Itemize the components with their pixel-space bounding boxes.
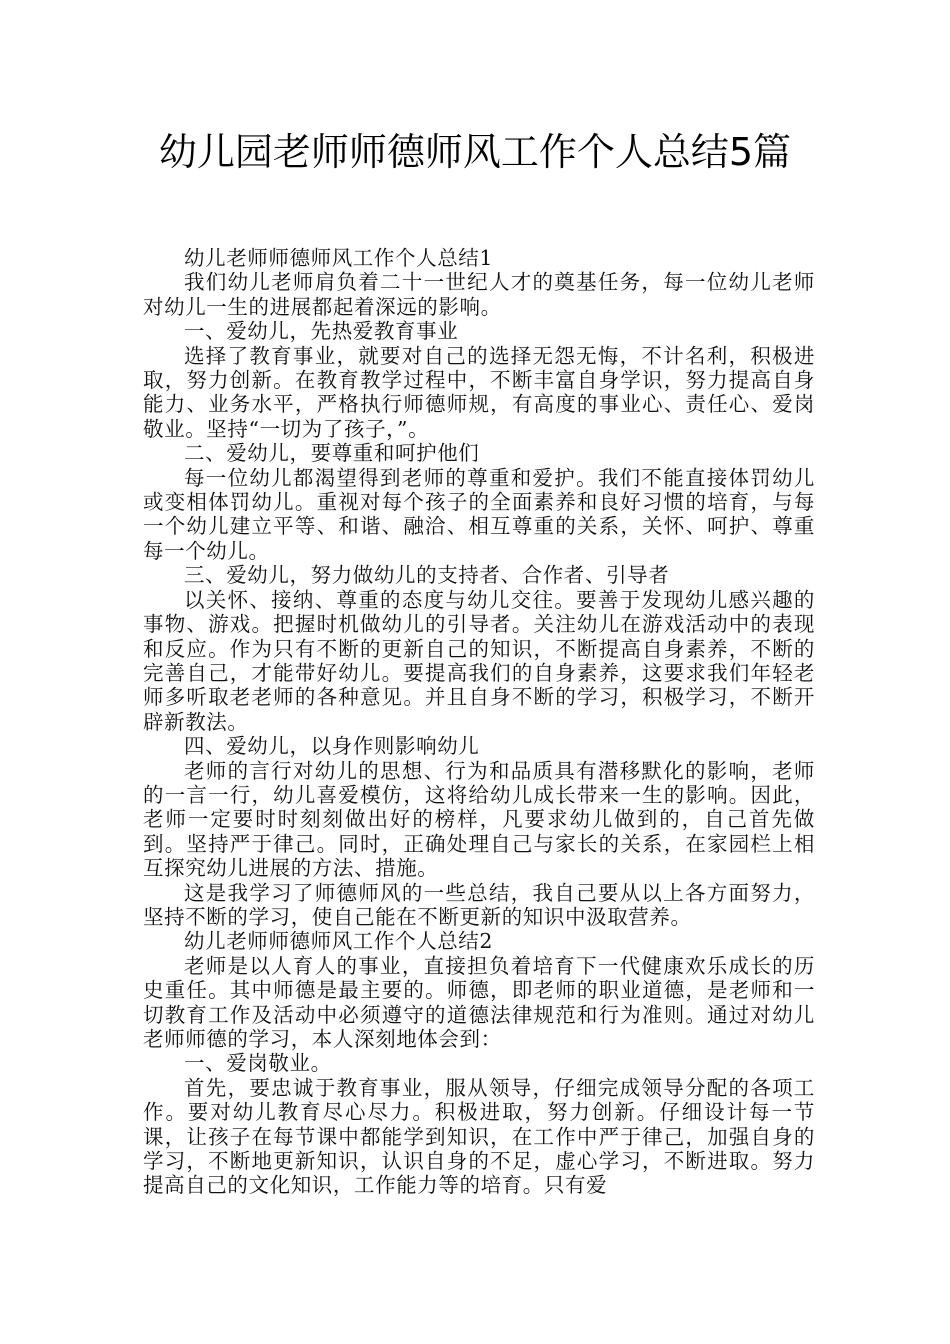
subsection-heading: 二、爱幼儿，要尊重和呵护他们 [184,441,480,466]
paragraph: 我们幼儿老师肩负着二十一世纪人才的奠基任务，每一位幼儿老师对幼儿一生的进展都起着深远的影响。 [143,270,815,319]
subsection-heading: 一、爱岗敬业。 [184,1051,332,1076]
section-heading: 幼儿老师师德师风工作个人总结1 [184,246,494,270]
subsection-heading: 四、爱幼儿，以身作则影响幼儿 [184,734,480,759]
subsection-heading: 一、爱幼儿，先热爱教育事业 [184,319,459,344]
document-body [143,246,815,1198]
paragraph: 选择了教育事业，就要对自己的选择无怨无悔，不计名利，积极进取，努力创新。在教育教学过程中，不断丰富自身学识，努力提高自身能力、业务水平，严格执行师德师规，有高度的事业心、责任心、爱岗敬业。坚持“一切为了孩子，”。 [143,343,815,441]
section-heading: 幼儿老师师德师风工作个人总结2 [184,929,494,954]
paragraph: 老师的言行对幼儿的思想、行为和品质具有潜移默化的影响，老师的一言一行，幼儿喜爱模仿，这将给幼儿成长带来一生的影响。因此，老师一定要时时刻刻做出好的榜样，凡要求幼儿做到的，自己首先做到。坚持严于律己。同时，正确处理自己与家长的关系，在家园栏上相互探究幼儿进展的方法、措施。 [143,758,815,881]
paragraph: 以关怀、接纳、尊重的态度与幼儿交往。要善于发现幼儿感兴趣的事物、游戏。把握时机做幼儿的引导者。关注幼儿在游戏活动中的表现和反应。作为只有不断的更新自己的知识，不断提高自身素养，不断的完善自己，才能带好幼儿。要提高我们的自身素养，这要求我们年轻老师多听取老老师的各种意见。并且自身不断的学习，积极学习，不断开辟新教法。 [143,587,815,734]
paragraph: 这是我学习了师德师风的一些总结，我自己要从以上各方面努力，坚持不断的学习，使自己能在不断更新的知识中汲取营养。 [143,880,815,929]
paragraph: 首先，要忠诚于教育事业，服从领导，仔细完成领导分配的各项工作。要对幼儿教育尽心尽力。积极进取，努力创新。仔细设计每一节课，让孩子在每节课中都能学到知识，在工作中严于律己，加强自身的学习，不断地更新知识，认识自身的不足，虚心学习，不断进取。努力提高自己的文化知识，工作能力等的培育。只有爱 [143,1075,815,1198]
paragraph: 老师是以人育人的事业，直接担负着培育下一代健康欢乐成长的历史重任。其中师德是最主要的。师德，即老师的职业道德，是老师和一切教育工作及活动中必须遵守的道德法律规范和行为准则。通过对幼儿老师师德的学习，本人深刻地体会到： [143,953,815,1051]
subsection-heading: 三、爱幼儿，努力做幼儿的支持者、合作者、引导者 [184,563,670,588]
document-title: 幼儿园老师师德师风工作个人总结5篇 [158,130,792,174]
paragraph: 每一位幼儿都渴望得到老师的尊重和爱护。我们不能直接体罚幼儿或变相体罚幼儿。重视对每个孩子的全面素养和良好习惯的培育，与每一个幼儿建立平等、和谐、融洽、相互尊重的关系，关怀、呵护、尊重每一个幼儿。 [143,465,815,563]
